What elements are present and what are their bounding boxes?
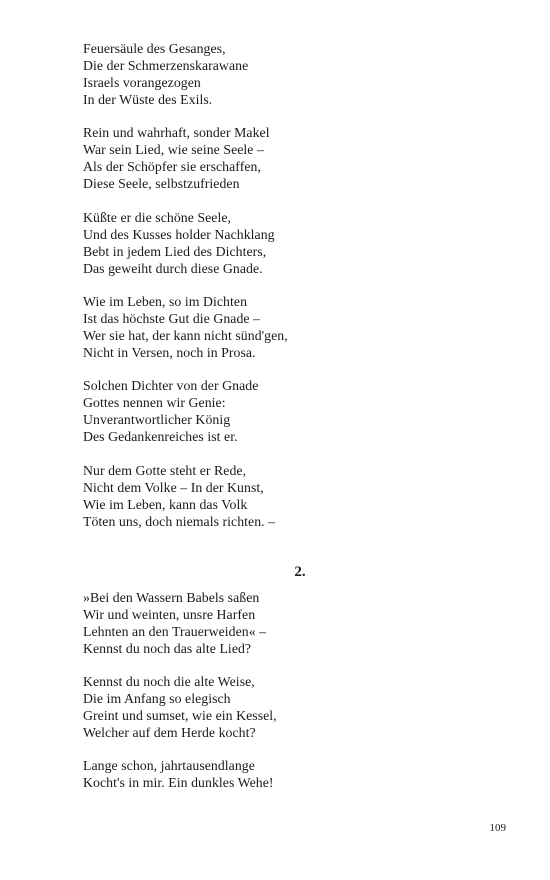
verse-line: Gottes nennen wir Genie:: [83, 394, 226, 410]
verse-line: Die der Schmerzenskarawane: [83, 57, 249, 73]
verse-line: Nur dem Gotte steht er Rede,: [83, 463, 247, 478]
stanza-1: [83, 41, 483, 109]
verse-line: Welcher auf dem Herde kocht?: [83, 724, 256, 740]
verse-line: War sein Lied, wie seine Seele –: [83, 141, 264, 157]
stanza-5: [83, 378, 483, 446]
verse-line: Bebt in jedem Lied des Dichters,: [83, 243, 267, 259]
verse-line: Israels vorangezogen: [83, 74, 201, 90]
verse-line: Töten uns, doch niemals richten. –: [83, 513, 276, 529]
verse-line: Lehnten an den Trauerweiden« –: [83, 623, 267, 639]
section-2-stanza-2: [83, 674, 483, 742]
verse-line: Wer sie hat, der kann nicht sünd'gen,: [83, 327, 288, 343]
verse-line: Kocht's in mir. Ein dunkles Wehe!: [83, 774, 274, 790]
page-number: 109: [489, 822, 506, 834]
verse-line: Greint und sumset, wie ein Kessel,: [83, 707, 277, 723]
verse-line: Des Gedankenreiches ist er.: [83, 428, 238, 444]
verse-line: Und des Kusses holder Nachklang: [83, 226, 275, 242]
verse-line: Kennst du noch die alte Weise,: [83, 674, 255, 689]
verse-line: Kennst du noch das alte Lied?: [83, 640, 252, 656]
section-2-stanza-1: [83, 590, 483, 658]
verse-line: Feuersäule des Gesanges,: [83, 41, 226, 56]
verse-line: Wir und weinten, unsre Harfen: [83, 606, 256, 622]
stanza-6: [83, 463, 483, 531]
verse-line: Rein und wahrhaft, sonder Makel: [83, 125, 270, 140]
verse-line: Das geweiht durch diese Gnade.: [83, 260, 263, 276]
verse-line: Lange schon, jahrtausendlange: [83, 758, 255, 773]
verse-line: Ist das höchste Gut die Gnade –: [83, 310, 261, 326]
verse-line: In der Wüste des Exils.: [83, 91, 213, 107]
verse-line: Unverantwortlicher König: [83, 411, 231, 427]
stanza-4: [83, 294, 483, 362]
verse-line: Nicht dem Volke – In der Kunst,: [83, 479, 264, 495]
verse-line: Diese Seele, selbstzufrieden: [83, 175, 240, 191]
verse-line: Solchen Dichter von der Gnade: [83, 378, 259, 393]
section-number: 2.: [294, 564, 306, 580]
verse-line: Die im Anfang so elegisch: [83, 690, 231, 706]
stanza-3: [83, 210, 483, 278]
verse-line: Wie im Leben, kann das Volk: [83, 496, 248, 512]
verse-line: »Bei den Wassern Babels saßen: [83, 590, 260, 605]
verse-line: Wie im Leben, so im Dichten: [83, 294, 248, 309]
verse-line: Küßte er die schöne Seele,: [83, 210, 232, 225]
verse-line: Nicht in Versen, noch in Prosa.: [83, 344, 256, 360]
stanza-2: [83, 125, 483, 193]
verse-line: Als der Schöpfer sie erschaffen,: [83, 158, 261, 174]
section-2-stanza-3: [83, 758, 483, 792]
